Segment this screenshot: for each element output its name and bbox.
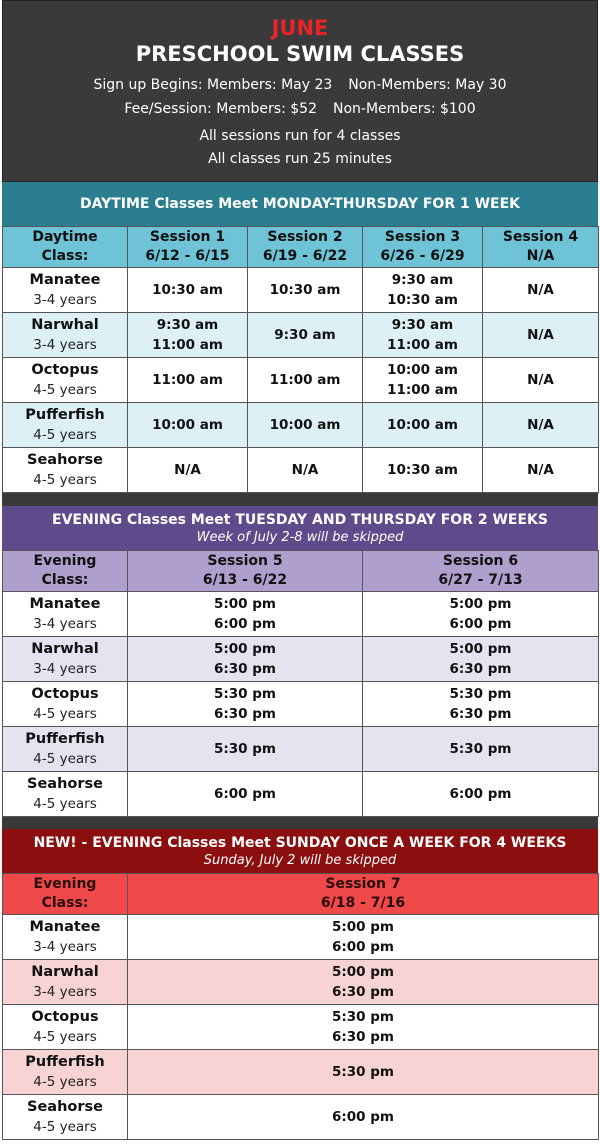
signup-line bbox=[3, 73, 597, 97]
class-name: Seahorse bbox=[27, 1099, 103, 1115]
class-age: 4-5 years bbox=[33, 1074, 97, 1090]
class-time: N/A bbox=[527, 327, 554, 343]
class-time: 5:30 pm bbox=[449, 686, 512, 702]
class-name: Pufferfish bbox=[25, 407, 105, 423]
time-cell bbox=[248, 358, 363, 403]
session-column-header bbox=[128, 874, 599, 915]
time-cell bbox=[363, 727, 599, 772]
class-time: 5:00 pm bbox=[449, 641, 512, 657]
time-cell bbox=[483, 313, 599, 358]
class-column-header bbox=[3, 227, 128, 268]
class-name: Octopus bbox=[31, 362, 99, 378]
class-time: 11:00 am bbox=[387, 337, 458, 353]
time-cell bbox=[128, 772, 363, 817]
daytime-banner: DAYTIME Classes Meet MONDAY-THURSDAY FOR 1 WEEK bbox=[2, 182, 598, 226]
time-cell bbox=[128, 682, 363, 727]
class-time: 9:30 am bbox=[391, 272, 454, 288]
time-cell bbox=[128, 1050, 599, 1095]
table-row bbox=[3, 772, 599, 817]
class-time: 10:30 am bbox=[387, 292, 458, 308]
class-time: 5:30 pm bbox=[213, 686, 276, 702]
class-time: 11:00 am bbox=[152, 372, 223, 388]
schedule-page bbox=[2, 0, 598, 1140]
time-cell bbox=[363, 403, 483, 448]
session-dates: 6/26 - 6/29 bbox=[380, 248, 465, 264]
class-age: 3-4 years bbox=[33, 292, 97, 308]
sunday-banner-title: NEW! - EVENING Classes Meet SUNDAY ONCE A WEEK FOR 4 WEEKS bbox=[33, 835, 567, 851]
class-name-cell bbox=[3, 1005, 128, 1050]
time-cell bbox=[128, 960, 599, 1005]
time-cell bbox=[483, 403, 599, 448]
class-name: Pufferfish bbox=[25, 731, 105, 747]
class-time: 6:00 pm bbox=[213, 616, 276, 632]
class-time: 10:00 am bbox=[269, 417, 341, 433]
class-time: 10:00 am bbox=[387, 417, 458, 433]
class-age: 3-4 years bbox=[33, 616, 97, 632]
class-name-cell bbox=[3, 727, 128, 772]
page-title: PRESCHOOL SWIM CLASSES bbox=[135, 42, 465, 66]
sunday-schedule-table bbox=[2, 873, 599, 1140]
class-header-text: Class: bbox=[41, 895, 89, 911]
class-name: Pufferfish bbox=[25, 1054, 105, 1070]
month-title: JUNE bbox=[271, 16, 329, 40]
class-time: 5:00 pm bbox=[213, 596, 276, 612]
class-name-cell bbox=[3, 448, 128, 493]
class-time: N/A bbox=[527, 417, 554, 433]
session-dates: N/A bbox=[526, 248, 555, 264]
class-name-cell bbox=[3, 1095, 128, 1140]
class-time: 6:00 pm bbox=[331, 939, 394, 955]
class-time: 10:30 am bbox=[269, 282, 341, 298]
time-cell bbox=[128, 592, 363, 637]
session-dates: 6/27 - 7/13 bbox=[438, 572, 523, 588]
class-time: 5:00 pm bbox=[331, 919, 394, 935]
evening-banner-note: Week of July 2-8 will be skipped bbox=[196, 530, 404, 545]
table-row bbox=[3, 592, 599, 637]
class-age: 4-5 years bbox=[33, 427, 97, 443]
session-name: Session 6 bbox=[442, 553, 519, 569]
class-time: 6:30 pm bbox=[449, 661, 512, 677]
class-name: Octopus bbox=[31, 686, 99, 702]
class-name: Seahorse bbox=[27, 452, 103, 468]
table-row bbox=[3, 313, 599, 358]
class-name-cell bbox=[3, 915, 128, 960]
session-name: Session 3 bbox=[384, 229, 461, 245]
class-header-text: Daytime bbox=[32, 229, 98, 245]
class-name: Manatee bbox=[29, 272, 101, 288]
time-cell bbox=[363, 448, 483, 493]
time-cell bbox=[363, 637, 599, 682]
time-cell bbox=[363, 313, 483, 358]
class-time: 5:30 pm bbox=[213, 741, 276, 757]
time-cell bbox=[128, 637, 363, 682]
section-divider bbox=[2, 817, 598, 829]
class-header-text: Class: bbox=[41, 572, 89, 588]
signup-members: Members: May 23 bbox=[207, 77, 333, 93]
class-time: 11:00 am bbox=[387, 382, 458, 398]
time-cell bbox=[248, 403, 363, 448]
time-cell bbox=[128, 1005, 599, 1050]
time-cell bbox=[128, 448, 248, 493]
time-cell bbox=[128, 915, 599, 960]
time-cell bbox=[363, 268, 483, 313]
time-cell bbox=[363, 592, 599, 637]
class-time: N/A bbox=[174, 462, 201, 478]
session-dates: 6/12 - 6/15 bbox=[145, 248, 230, 264]
class-name: Octopus bbox=[31, 1009, 99, 1025]
session-name: Session 5 bbox=[207, 553, 283, 569]
session-column-header bbox=[483, 227, 599, 268]
class-time: 10:30 am bbox=[152, 282, 223, 298]
class-age: 4-5 years bbox=[33, 1029, 97, 1045]
class-time: 5:30 pm bbox=[331, 1009, 394, 1025]
fee-nonmembers: Non-Members: $100 bbox=[332, 101, 476, 117]
time-cell bbox=[248, 448, 363, 493]
class-time: N/A bbox=[527, 462, 554, 478]
time-cell bbox=[363, 682, 599, 727]
time-cell bbox=[363, 358, 483, 403]
session-column-header bbox=[363, 227, 483, 268]
class-time: 5:30 pm bbox=[449, 741, 512, 757]
table-row bbox=[3, 403, 599, 448]
session-name: Session 7 bbox=[325, 876, 401, 892]
session-name: Session 4 bbox=[502, 229, 579, 245]
time-cell bbox=[128, 1095, 599, 1140]
class-time: 10:30 am bbox=[387, 462, 458, 478]
class-time: 6:30 pm bbox=[213, 661, 276, 677]
table-row bbox=[3, 1005, 599, 1050]
class-age: 4-5 years bbox=[33, 382, 97, 398]
session-dates: 6/18 - 7/16 bbox=[320, 895, 406, 911]
session-column-header bbox=[248, 227, 363, 268]
class-header-text: Class: bbox=[41, 248, 89, 264]
time-cell bbox=[128, 727, 363, 772]
session-column-header bbox=[128, 227, 248, 268]
table-row bbox=[3, 960, 599, 1005]
class-age: 3-4 years bbox=[33, 939, 97, 955]
class-name-cell bbox=[3, 592, 128, 637]
class-time: 9:30 am bbox=[274, 327, 336, 343]
time-cell bbox=[483, 268, 599, 313]
class-name: Narwhal bbox=[31, 317, 99, 333]
class-name-cell bbox=[3, 268, 128, 313]
class-time: 9:30 am bbox=[156, 317, 219, 333]
class-column-header bbox=[3, 551, 128, 592]
class-name-cell bbox=[3, 358, 128, 403]
fee-label: Fee/Session: bbox=[124, 101, 212, 117]
table-header-row bbox=[3, 227, 599, 268]
class-name-cell bbox=[3, 682, 128, 727]
class-age: 4-5 years bbox=[33, 706, 97, 722]
session-dates: 6/19 - 6/22 bbox=[262, 248, 348, 264]
class-time: 6:00 pm bbox=[449, 616, 512, 632]
class-time: 6:00 pm bbox=[213, 786, 276, 802]
class-age: 4-5 years bbox=[33, 751, 97, 767]
time-cell bbox=[363, 772, 599, 817]
class-time: 6:30 pm bbox=[213, 706, 276, 722]
class-name-cell bbox=[3, 313, 128, 358]
session-name: Session 2 bbox=[267, 229, 343, 245]
time-cell bbox=[128, 313, 248, 358]
section-divider bbox=[2, 493, 598, 506]
class-time: 6:00 pm bbox=[449, 786, 512, 802]
class-name: Manatee bbox=[29, 919, 101, 935]
class-name-cell bbox=[3, 403, 128, 448]
time-cell bbox=[483, 448, 599, 493]
class-time: 9:30 am bbox=[391, 317, 454, 333]
evening-schedule-table bbox=[2, 550, 599, 817]
session-dates: 6/13 - 6/22 bbox=[202, 572, 288, 588]
time-cell bbox=[483, 358, 599, 403]
class-name: Narwhal bbox=[31, 641, 99, 657]
duration-note: All classes run 25 minutes bbox=[208, 151, 392, 167]
time-cell bbox=[248, 313, 363, 358]
sunday-banner bbox=[2, 829, 598, 873]
table-row bbox=[3, 358, 599, 403]
class-time: 6:30 pm bbox=[449, 706, 512, 722]
class-age: 4-5 years bbox=[33, 1119, 97, 1135]
class-header-text: Evening bbox=[33, 553, 97, 569]
sunday-banner-note: Sunday, July 2 will be skipped bbox=[203, 853, 397, 868]
class-age: 4-5 years bbox=[33, 472, 97, 488]
table-row bbox=[3, 637, 599, 682]
table-row bbox=[3, 727, 599, 772]
class-time: 11:00 am bbox=[269, 372, 341, 388]
class-name: Narwhal bbox=[31, 964, 99, 980]
table-row bbox=[3, 1095, 599, 1140]
class-time: 6:30 pm bbox=[331, 1029, 394, 1045]
evening-banner bbox=[2, 506, 598, 550]
table-row bbox=[3, 268, 599, 313]
class-age: 3-4 years bbox=[33, 337, 97, 353]
table-header-row bbox=[3, 874, 599, 915]
schedule-header bbox=[2, 0, 598, 182]
class-column-header bbox=[3, 874, 128, 915]
class-time: 5:00 pm bbox=[213, 641, 276, 657]
class-time: 5:30 pm bbox=[331, 1064, 394, 1080]
table-header-row bbox=[3, 551, 599, 592]
class-name-cell bbox=[3, 960, 128, 1005]
daytime-schedule-table bbox=[2, 226, 599, 493]
fee-members: Members: $52 bbox=[216, 101, 317, 117]
signup-nonmembers: Non-Members: May 30 bbox=[348, 77, 507, 93]
time-cell bbox=[128, 268, 248, 313]
session-column-header bbox=[363, 551, 599, 592]
class-name: Manatee bbox=[29, 596, 101, 612]
evening-banner-title: EVENING Classes Meet TUESDAY AND THURSDAY FOR 2 WEEKS bbox=[52, 512, 548, 528]
class-time: N/A bbox=[291, 462, 319, 478]
class-age: 3-4 years bbox=[33, 984, 97, 1000]
fee-line bbox=[3, 97, 597, 121]
session-name: Session 1 bbox=[149, 229, 226, 245]
class-time: 6:00 pm bbox=[331, 1109, 394, 1125]
class-time: 5:00 pm bbox=[331, 964, 394, 980]
class-time: 5:00 pm bbox=[449, 596, 512, 612]
time-cell bbox=[248, 268, 363, 313]
class-time: N/A bbox=[527, 282, 554, 298]
signup-label: Sign up Begins: bbox=[93, 77, 203, 93]
class-name-cell bbox=[3, 1050, 128, 1095]
class-age: 3-4 years bbox=[33, 661, 97, 677]
class-time: 10:00 am bbox=[387, 362, 458, 378]
class-age: 4-5 years bbox=[33, 796, 97, 812]
table-row bbox=[3, 915, 599, 960]
class-name-cell bbox=[3, 772, 128, 817]
table-row bbox=[3, 1050, 599, 1095]
class-name: Seahorse bbox=[27, 776, 103, 792]
time-cell bbox=[128, 403, 248, 448]
class-time: N/A bbox=[527, 372, 554, 388]
table-row bbox=[3, 682, 599, 727]
class-header-text: Evening bbox=[33, 876, 97, 892]
class-time: 6:30 pm bbox=[331, 984, 394, 1000]
class-time: 10:00 am bbox=[152, 417, 223, 433]
class-name-cell bbox=[3, 637, 128, 682]
time-cell bbox=[128, 358, 248, 403]
session-column-header bbox=[128, 551, 363, 592]
table-row bbox=[3, 448, 599, 493]
sessions-note: All sessions run for 4 classes bbox=[199, 128, 401, 144]
class-time: 11:00 am bbox=[152, 337, 223, 353]
